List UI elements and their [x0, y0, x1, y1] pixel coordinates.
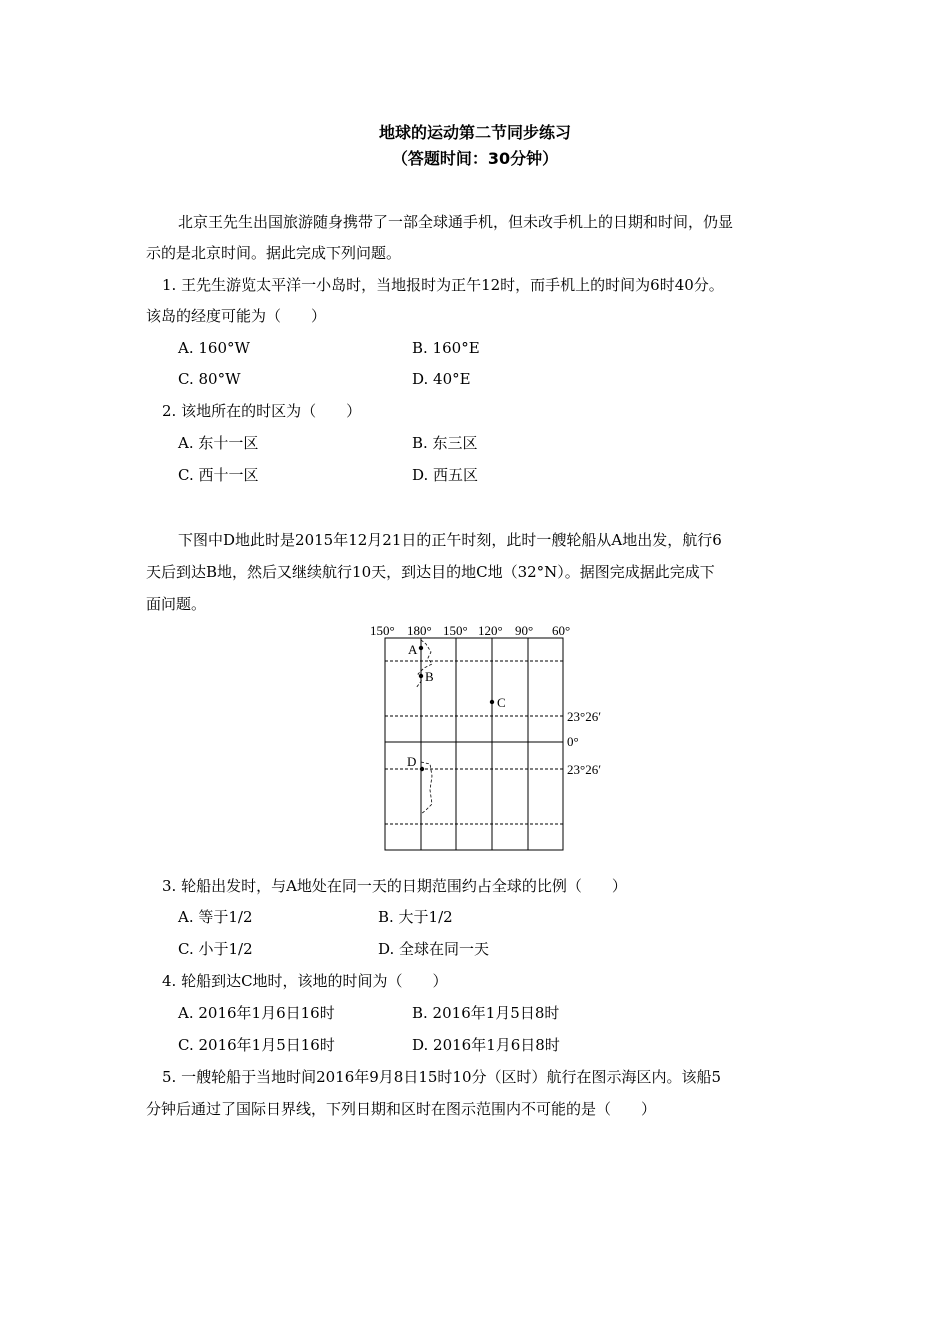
- lat-label-tropic-north: 23°26′: [567, 709, 602, 724]
- q1-option-c: C. 80°W: [178, 370, 241, 388]
- q1-option-a: A. 160°W: [178, 339, 250, 357]
- q4-option-c: C. 2016年1月5日16时: [178, 1036, 335, 1054]
- map-frame: [385, 638, 563, 850]
- intro2-line2: 天后到达B地，然后又继续航行10天，到达目的地C地（32°N）。据图完成据此完成下: [146, 563, 715, 581]
- lon-label-150e: 150°: [443, 623, 468, 638]
- q3-option-c: C. 小于1/2: [178, 940, 253, 958]
- lon-label-60e: 60°: [552, 623, 571, 638]
- point-d-label: D: [407, 754, 417, 769]
- page-subtitle: （答题时间：30分钟）: [391, 149, 559, 168]
- q5-stem-line2: 分钟后通过了国际日界线，下列日期和区时在图示范围内不可能的是（ ）: [146, 1100, 657, 1118]
- q4-option-d: D. 2016年1月6日8时: [412, 1036, 560, 1054]
- lon-label-90e: 90°: [515, 623, 534, 638]
- intro1-line2: 示的是北京时间。据此完成下列问题。: [146, 244, 402, 262]
- point-b-label: B: [425, 669, 434, 684]
- intro2-line1: 下图中D地此时是2015年12月21日的正午时刻，此时一艘轮船从A地出发，航行6: [178, 531, 722, 549]
- q3-option-d: D. 全球在同一天: [378, 940, 490, 958]
- q2-option-b: B. 东三区: [412, 434, 478, 452]
- point-a-label: A: [408, 642, 418, 657]
- q1-stem-line2: 该岛的经度可能为（ ）: [146, 307, 327, 325]
- q3-option-a: A. 等于1/2: [178, 908, 253, 926]
- q4-option-b: B. 2016年1月5日8时: [412, 1004, 560, 1022]
- point-d: [420, 767, 424, 771]
- q2-option-d: D. 西五区: [412, 466, 479, 484]
- q2-option-c: C. 西十一区: [178, 466, 259, 484]
- intro2-line3: 面问题。: [146, 595, 207, 613]
- q1-option-d: D. 40°E: [412, 370, 471, 388]
- q1-option-b: B. 160°E: [412, 339, 480, 357]
- point-b: [419, 674, 423, 678]
- lat-label-tropic-south: 23°26′: [567, 762, 602, 777]
- intro1-line1: 北京王先生出国旅游随身携带了一部全球通手机，但未改手机上的日期和时间，仍显: [178, 213, 734, 231]
- q4-stem: 4. 轮船到达C地时，该地的时间为（ ）: [162, 972, 448, 990]
- page-title: 地球的运动第二节同步练习: [378, 123, 571, 142]
- point-a: [419, 646, 423, 650]
- q2-stem: 2. 该地所在的时区为（ ）: [162, 402, 362, 420]
- lat-label-equator: 0°: [567, 734, 579, 749]
- q4-option-a: A. 2016年1月6日16时: [178, 1004, 335, 1022]
- lon-label-180: 180°: [407, 623, 432, 638]
- lon-label-120e: 120°: [478, 623, 503, 638]
- point-c: [490, 700, 494, 704]
- q1-stem-line1: 1. 王先生游览太平洋一小岛时，当地报时为正午12时，而手机上的时间为6时40分。: [162, 276, 724, 294]
- longitude-latitude-map: [360, 618, 630, 858]
- q3-stem: 3. 轮船出发时，与A地处在同一天的日期范围约占全球的比例（ ）: [162, 877, 627, 895]
- q3-option-b: B. 大于1/2: [378, 908, 453, 926]
- q5-stem-line1: 5. 一艘轮船于当地时间2016年9月8日15时10分（区时）航行在图示海区内。该船5: [162, 1068, 722, 1086]
- point-c-label: C: [497, 695, 506, 710]
- q2-option-a: A. 东十一区: [178, 434, 259, 452]
- lon-label-150w: 150°: [370, 623, 395, 638]
